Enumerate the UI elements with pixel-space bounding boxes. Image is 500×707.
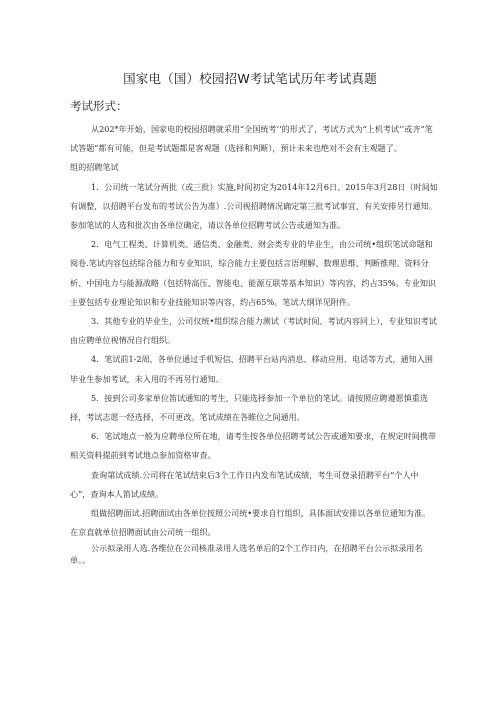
- section-heading: 考试形式：: [70, 99, 128, 113]
- document-body: [70, 120, 438, 566]
- paragraph-item-5: 5．接到公司多家单位笛试通知的考生，只能选择参加一个单位的笔试。请按照应聘遵愿慎重选择，考试志愿一经选择，不可更改。笔试成绩在各睢位之间通用。: [70, 392, 428, 423]
- paragraph-item-3: 3．其他专业的毕业生，公司仅统•组织综合能力测试（考试时间、考试内容同上），专业知识考试由应聘单位视情况自行组织。: [70, 316, 437, 346]
- paragraph-score-query: 查询第试成绩.公司将在笔试结束后3个工作日内发布笔试成绩，考生可登录招聘平台“个人中心”，查询本人笛试成绩。: [70, 469, 419, 499]
- paragraph-publicity: 公示拟录用人选.各维位在公司核准录用人选名单后的2个工作日内，在招聘平台公示拟录用名单。。: [70, 543, 423, 566]
- paragraph-intro: 从202*年开始，国家电的校园招聘就采用“全国统考’’的形式了，考试方式为“上机考试’’或齐”笔试答题”都有可能，但是考试题都是客观题（选择和判断），预计未来也绝对不会有主观题了。: [70, 124, 433, 154]
- document-title: 国家电（国）校园招W考试笔试历年考试真题: [123, 71, 377, 86]
- paragraph-item-2: 2．电气工程类、计算机类、通信类、金融类、财会类专业的毕业生，由公司统•组织笔试命题和阅卷.笔试内容包括综合能力和专业知识，综合能力主要包括言语理解、数理思维、判断推理、资料分析、中国电力与能源战略（包括特高压、智能电、能源互联等基本知识）等内容，约占35%。专业知识主要包括专业理论知识和专业技能知识等内容，约占65%。笔试大纲详见附件。: [70, 239, 437, 307]
- paragraph-item-4: 4．笔试前1-2周，各单位通过手机短信、招聘平台站内消息、移动应用、电话等方式，通知入围毕业生参加考试，未入用的不再另行通知。: [70, 354, 433, 384]
- paragraph-item-1: 1．公司统一笔试分两批（或三批）实施,时间初定为2014年12月6日、2015年3月28日（时间如有调整，以招聘平台发布的考试公告为准）.公司视招聘情况确定第三批考试事宜，有关安排另行通知。参加笔试的人选和批次由各单位确定，请以各单位招聘考试公告或通知为准。: [70, 181, 438, 231]
- paragraph-subheading: 组的招聘笔试: [70, 162, 119, 173]
- paragraph-item-6: 6．笔试地点一般为应聘单位所在地，请考生按各单位招聘考试公告或通知要求，在规定时间携带相关资料提前到考试地点参加资格审查。: [70, 431, 437, 461]
- paragraph-interview: 组做招聘面试.招聘面试由各单位按照公司统•要求自行组织，具体面试安排以各单位通知为准。在京直就单位招聘面试由公司统一组织。: [70, 508, 431, 538]
